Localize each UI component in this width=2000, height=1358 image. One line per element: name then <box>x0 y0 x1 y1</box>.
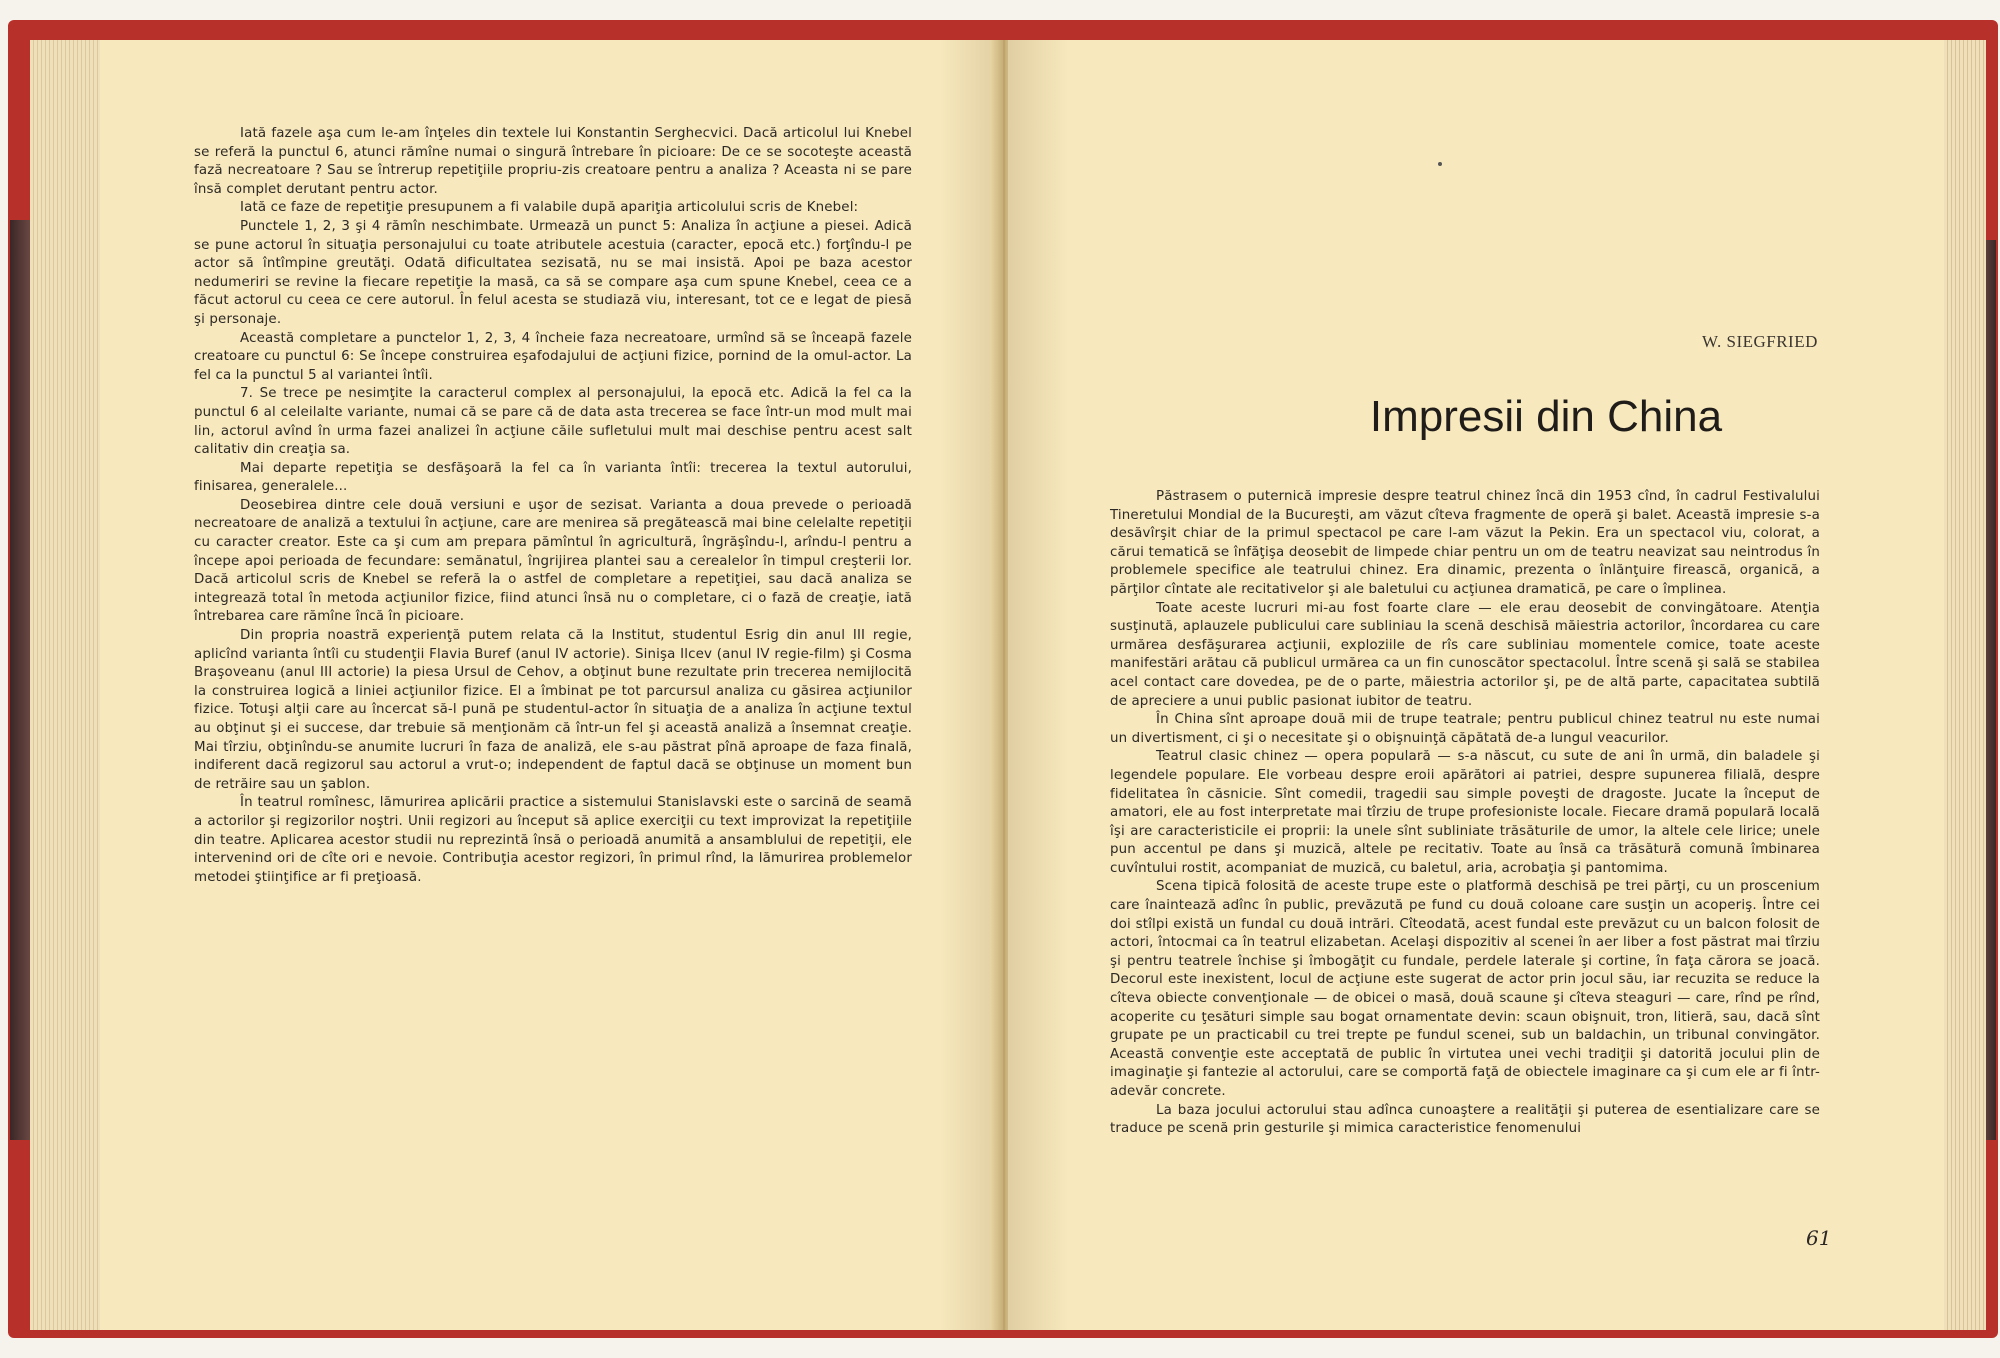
paragraph: Toate aceste lucruri mi-au fost foarte clare — ele erau deosebit de convingătoare. Atenţia susţinută, aplauzele publicului care subliniau la scenă deschisă măiestria actorilor, încordarea cu care urmărea desfăşurarea acţiunii, exploziile de rîs care subliniau momentele comice, toate aceste manifestări arătau că publicul urmărea ca un fin cunoscător spectacolul. Între scenă şi sală se stabilea acel contact care dovedea, pe de o parte, măiestria actorilor şi, pe de altă parte, capacitatea subtilă de apreciere a unui public pasionat iubitor de teatru. <box>1110 600 1820 709</box>
cover-binding-left <box>10 220 32 1140</box>
paragraph: Păstrasem o puternică impresie despre teatrul chinez încă din 1953 cînd, în cadrul Festivalului Tineretului Mondial de la Bucureşti, am văzut cîteva fragmente de operă şi balet. Această impresie s-a desăvîrşit chiar de la primul spectacol pe care l-am văzut la Pekin. Era un spectacol viu, colorat, a cărui tematică se înfăţişa deosebit de limpede chiar pentru un om de teatru neavizat sau neintrodus în problemele specifice ale teatrului chinez. Era dinamic, prezenta o înlănţuire firească, organică, a părţilor cîntate ale recitativelor şi ale baletului cu acţiunea dramatică, pe care o împlinea. <box>1110 489 1820 597</box>
paragraph: Iată ce faze de repetiţie presupunem a fi valabile după apariţia articolului scris de Knebel: <box>240 200 859 216</box>
paragraph: Teatrul clasic chinez — opera populară — s-a născut, cu sute de ani în urmă, din baladele şi legendele populare. Ele vorbeau despre eroii apărători ai patriei, despre supunerea filială, despre fidelitatea în căsnicie. Sînt comedii, tragedii sau simple poveşti de dragoste. Jucate la început de amatori, ele au fost interpretate mai tîrziu de trupe profesioniste locale. Fiecare dramă populară locală îşi are caracteristicile ei proprii: la unele sînt subliniate trăsăturile de umor, la altele cele lirice; unele pun accentul pe dans şi muzică, altele pe recitativ. Toate au însă ca trăsătură comună îmbinarea cuvîntului rostit, acompaniat de muzică, cu baletul, aria, acrobaţia şi pantomima. <box>1110 749 1820 876</box>
paragraph: La baza jocului actorului stau adînca cunoaştere a realităţii şi puterea de esentializare care se traduce pe scenă prin gesturile şi mimica caracteristice fenomenului <box>1110 1102 1820 1137</box>
left-page-body <box>194 125 912 887</box>
right-page-body <box>1110 488 1820 1139</box>
paragraph: În China sînt aproape două mii de trupe teatrale; pentru publicul chinez teatrul nu este numai un divertisment, ci şi o necesitate şi o obişnuinţă căpătată de-a lungul veacurilor. <box>1110 712 1820 746</box>
paragraph: Punctele 1, 2, 3 şi 4 rămîn neschimbate. Urmează un punct 5: Analiza în acţiune a piesei. Adică se pune actorul în situaţia personajului cu toate atributele acestuia (caracter, epocă etc.) forţîndu-l pe actor să întîmpine greutăţi. Odată dificultatea sezisată, nu se mai insistă. Apoi pe baza acestor nedumeriri se revine la fiecare repetiţie la masă, ca să se compare aşa cum spune Knebel, ceea ce a făcut actorul cu ceea ce cere autorul. În felul acesta se studiază viu, interesant, tot ce e legat de piesă şi personaje. <box>194 218 912 327</box>
page-edges-right <box>1940 40 1986 1330</box>
paragraph: În teatrul romînesc, lămurirea aplicării practice a sistemului Stanislavski este o sarcină de seamă a actorilor şi regizorilor noştri. Unii regizori au început să aplice exerciţii cu text improvizat la repetiţiile din teatre. Aplicarea acestor studii nu reprezintă însă o perioadă anumită a ansamblului de repetiţii, ele intervenind ori de cîte ori e nevoie. Contribuţia acestor regizori, în primul rînd, la lămurirea problemelor metodei ştiinţifice ar fi preţioasă. <box>194 795 912 885</box>
paragraph: Deosebirea dintre cele două versiuni e uşor de sezisat. Varianta a doua prevede o perioadă necreatoare de analiză a textului în acţiune, care are menirea să pregătească mai bine celelalte repetiţii cu caracter creator. Este ca şi cum am prepara pămîntul în agricultură, îngrăşîndu-l, arîndu-l pentru a începe apoi perioada de fecundare: semănatul, îngrijirea plantei sau a cerealelor în timpul creşterii lor. Dacă articolul scris de Knebel se referă la o astfel de completare a repetiţiei, sau dacă analiza se integrează total în metoda acţiunilor fizice, fiind atunci însă nu o completare, ci o fază de creaţie, iată întrebarea care rămîne încă în picioare. <box>194 497 912 625</box>
left-page <box>100 40 1000 1330</box>
speck <box>1438 162 1442 166</box>
paragraph: 7. Se trece pe nesimţite la caracterul complex al personajului, la epocă etc. Adică la fel ca la punctul 6 al celeilalte variante, numai că se pare că de data asta trecerea se face într-un mod mult mai lin, actorul avînd în urma fazei analizei în acţiune căile sufletului mult mai deschise pentru acest salt calitativ din creaţia sa. <box>194 386 912 458</box>
article-title: Impresii din China <box>1369 392 1723 441</box>
page-edges-left <box>30 40 110 1330</box>
article-author: W. SIEGFRIED <box>1702 332 1818 351</box>
paragraph: Mai departe repetiţia se desfăşoară la fel ca în varianta întîi: trecerea la textul autorului, finisarea, generalele... <box>194 460 912 495</box>
paragraph: Din propria noastră experienţă putem relata că la Institut, studentul Esrig din anul III regie, aplicînd varianta întîi cu studenţii Flavia Buref (anul IV actorie). Sinişa Ilcev (anul IV regie-film) şi Cosma Braşoveanu (anul III actorie) la piesa Ursul de Cehov, a obţinut bune rezultate prin trecerea nemijlocită la construirea logică a liniei acţiunilor fizice. El a îmbinat pe tot parcursul analiza cu găsirea acţiunilor fizice. Totuşi alţii care au încercat să-l pună pe studentul-actor în situaţia de a analiza în acţiune textul au obţinut şi ei succese, dar trebuie să menţionăm că într-un fel şi această analiză a însemnat creaţie. Mai tîrziu, obţinîndu-se anumite lucruri în faza de analiză, ele s-au păstrat pînă aproape de faza finală, indiferent dacă regizorul sau actorul a vrut-o; independent de faptul dacă se obţinuse un moment bun de retrăire sau un şablon. <box>194 628 912 792</box>
right-page <box>1008 40 1944 1330</box>
page-number: 61 <box>1806 1226 1832 1250</box>
paragraph: Scena tipică folosită de aceste trupe este o platformă deschisă pe trei părţi, cu un proscenium care înaintează adînc în public, prevăzută pe fund cu două coloane care susţin un acoperiş. Între cei doi stîlpi există un fundal cu două intrări. Cîteodată, acest fundal este prevăzut cu un balcon folosit de actori, întocmai ca în teatrul elizabetan. Acelaşi dispozitiv al scenei în aer liber a fost păstrat mai tîrziu şi pentru teatrele închise şi îmbogăţit cu fundale, perdele laterale şi cortine, în faţa cărora se joacă. Decorul este inexistent, locul de acţiune este sugerat de actor prin jocul său, iar recuzita se reduce la cîteva obiecte convenţionale — de obicei o masă, două scaune şi cîteva steaguri — care, rînd pe rînd, acoperite cu ţesături simple sau bogat ornamentate devin: scaun obişnuit, tron, litieră, sau, dacă sînt grupate pe un practicabil cu trei trepte pe fundul scenei, sub un baldachin, un tribunal convingător. Această convenţie este acceptată de public în virtutea unei vechi tradiţii şi datorită jocului plin de imaginaţie şi fantezie al actorului, care se comportă faţă de obiectele imaginare ca şi cum ele ar fi într-adevăr concrete. <box>1110 879 1820 1099</box>
paragraph: Iată fazele aşa cum le-am înţeles din textele lui Konstantin Serghecvici. Dacă articolul lui Knebel se referă la punctul 6, atunci rămîne numai o singură întrebare în picioare: De ce se socoteşte această fază necreatoare ? Sau se întrerup repetiţiile propriu-zis creatoare pentru a analiza ? Aceasta ni se pare însă complet derutant pentru actor. <box>194 126 912 197</box>
paragraph: Această completare a punctelor 1, 2, 3, 4 încheie faza necreatoare, urmînd să se înceapă fazele creatoare cu punctul 6: Se începe construirea eşafodajului de acţiuni fizice, pornind de la omul-actor. La fel ca la punctul 5 al variantei întîi. <box>194 330 912 383</box>
